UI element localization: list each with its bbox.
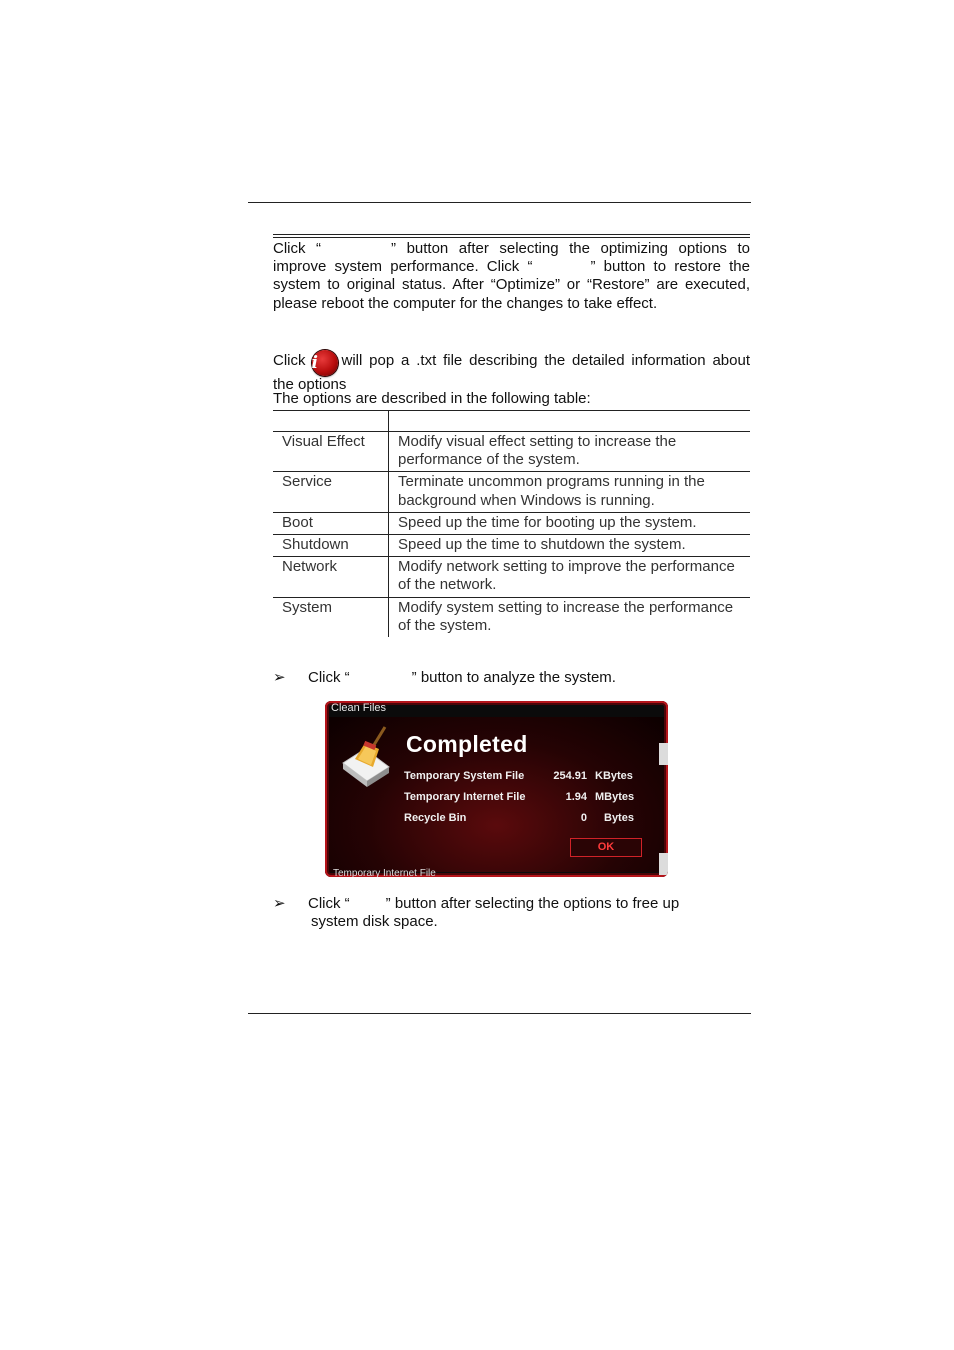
result-label: Temporary System File bbox=[404, 770, 525, 782]
bullet-analyze-text bbox=[308, 669, 616, 687]
bullet-arrow-icon: ➢ bbox=[273, 669, 286, 686]
result-value: 1.94 bbox=[565, 791, 587, 803]
table-row bbox=[273, 472, 750, 512]
option-desc: Modify network setting to improve the performance of the network. bbox=[398, 558, 735, 594]
result-value: 254.91 bbox=[553, 770, 587, 782]
options-table bbox=[273, 410, 750, 637]
info-text-b: will pop a .txt file describing the detailed information about the options bbox=[273, 352, 750, 393]
option-name: Visual Effect bbox=[273, 432, 389, 472]
info-text-a: Click bbox=[273, 352, 306, 369]
footer-rule bbox=[248, 1013, 751, 1014]
option-desc: Modify system setting to increase the performance of the system. bbox=[398, 598, 734, 634]
option-desc: Speed up the time to shutdown the system. bbox=[398, 536, 686, 554]
intro-paragraph bbox=[273, 240, 750, 313]
result-unit: Bytes bbox=[604, 812, 634, 824]
bullet-clean-b: ” button after selecting the options to free up bbox=[385, 895, 680, 912]
result-label: Temporary Internet File bbox=[404, 791, 526, 803]
background-window-edge bbox=[659, 853, 668, 875]
dialog-heading: Completed bbox=[406, 731, 528, 757]
clean-files-dialog bbox=[325, 701, 668, 877]
bullet-clean-a: Click “ bbox=[308, 895, 350, 912]
intro-text-b: ” button after selecting the optimizing options to improve system performance. Click “ bbox=[273, 240, 750, 276]
result-unit: MBytes bbox=[595, 791, 635, 803]
table-row bbox=[273, 432, 750, 472]
section-rule-top-2 bbox=[273, 237, 750, 238]
option-desc: Speed up the time for booting up the system. bbox=[398, 513, 697, 531]
bullet-analyze-a: Click “ bbox=[308, 669, 350, 686]
bullet-analyze-b: ” button to analyze the system. bbox=[411, 669, 616, 686]
table-intro: The options are described in the following table: bbox=[273, 390, 591, 407]
background-window-edge bbox=[659, 743, 668, 765]
broom-icon bbox=[339, 723, 397, 791]
bullet-clean-text bbox=[308, 895, 679, 913]
table-row bbox=[273, 557, 750, 597]
dialog-footer-text: Temporary Internet File bbox=[333, 868, 436, 877]
table-header-row bbox=[273, 411, 750, 432]
header-rule bbox=[248, 202, 751, 203]
result-value: 0 bbox=[580, 812, 587, 824]
option-desc: Modify visual effect setting to increase the performance of the system. bbox=[398, 433, 677, 469]
dialog-title: Clean Files bbox=[331, 702, 387, 714]
bullet-arrow-icon: ➢ bbox=[273, 895, 286, 912]
ok-button[interactable]: OK bbox=[570, 838, 642, 857]
intro-text-a: Click “ bbox=[273, 240, 322, 257]
option-name: Service bbox=[273, 472, 389, 512]
option-name: Network bbox=[273, 557, 389, 597]
option-name: System bbox=[273, 597, 389, 637]
table-row bbox=[273, 535, 750, 557]
option-desc: Terminate uncommon programs running in the background when Windows is running. bbox=[398, 473, 705, 509]
result-label: Recycle Bin bbox=[404, 812, 467, 824]
bullet-clean-c: system disk space. bbox=[311, 913, 438, 930]
option-name: Boot bbox=[273, 512, 389, 534]
table-row bbox=[273, 597, 750, 637]
info-icon[interactable]: i bbox=[312, 350, 338, 376]
option-name: Shutdown bbox=[273, 535, 389, 557]
header-cell-desc bbox=[389, 411, 751, 432]
table-row bbox=[273, 512, 750, 534]
info-paragraph bbox=[273, 350, 750, 394]
result-unit: KBytes bbox=[595, 770, 633, 782]
intro-text-c: ” button to restore the system to original status. After “Optimize” or “Restore” are executed, please reboot the computer for the changes to take effect. bbox=[273, 258, 750, 312]
section-rule-top bbox=[273, 234, 750, 235]
header-cell-option bbox=[273, 411, 389, 432]
